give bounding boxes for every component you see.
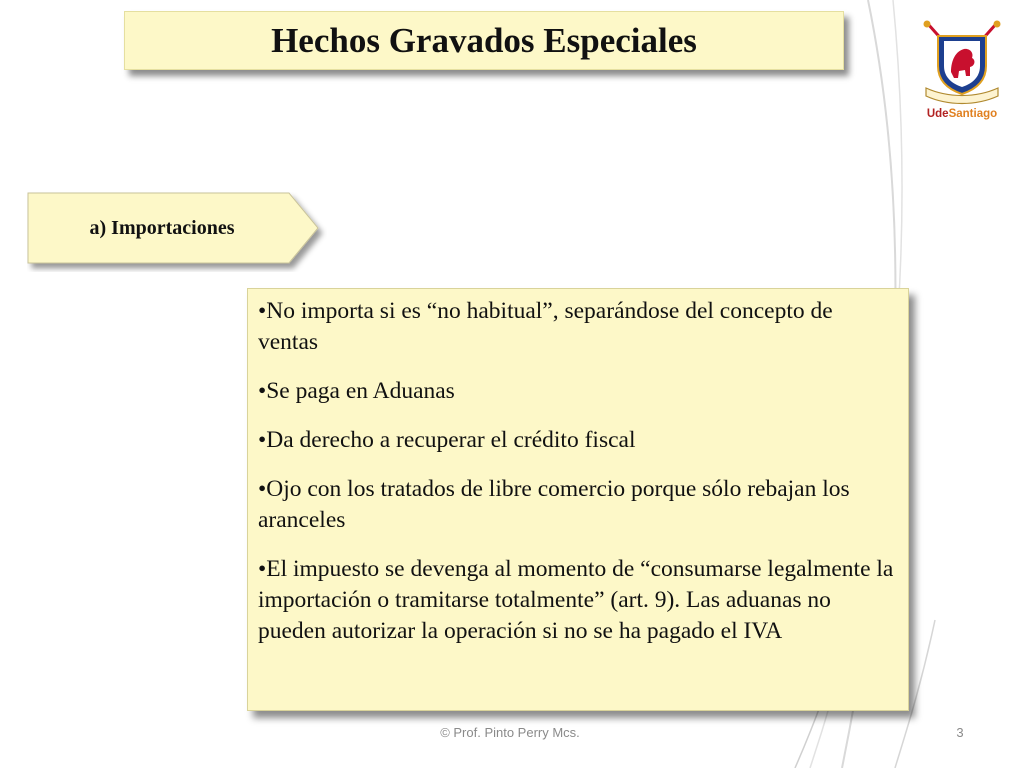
bullet-item: • Da derecho a recuperar el crédito fiscal <box>258 425 894 456</box>
title-box <box>124 11 844 70</box>
logo-name-suffix: Santiago <box>948 108 998 120</box>
bullet-item: • No importa si es “no habitual”, separándose del concepto de ventas <box>258 296 894 358</box>
logo-wordmark <box>918 108 1006 120</box>
slide-title: Hechos Gravados Especiales <box>271 20 697 60</box>
university-crest-icon <box>918 18 1006 106</box>
section-label: a) Importaciones <box>89 216 235 239</box>
logo-name-prefix: Ude <box>926 108 949 120</box>
footer-credit: © Prof. Pinto Perry Mcs. <box>440 725 580 740</box>
section-tag <box>27 192 319 264</box>
bullet-list <box>258 296 894 647</box>
content-box <box>247 288 909 711</box>
page-number: 3 <box>956 725 964 740</box>
udesantiago-logo <box>918 18 1006 163</box>
bullet-item: • Ojo con los tratados de libre comercio porque sólo rebajan los aranceles <box>258 474 894 536</box>
bullet-item: • El impuesto se devenga al momento de “consumarse legalmente la importación o tramitarse totalmente” (art. 9). Las aduanas no pueden autorizar la operación si no se ha pagado el IVA <box>258 554 894 647</box>
bullet-item: • Se paga en Aduanas <box>258 376 894 407</box>
